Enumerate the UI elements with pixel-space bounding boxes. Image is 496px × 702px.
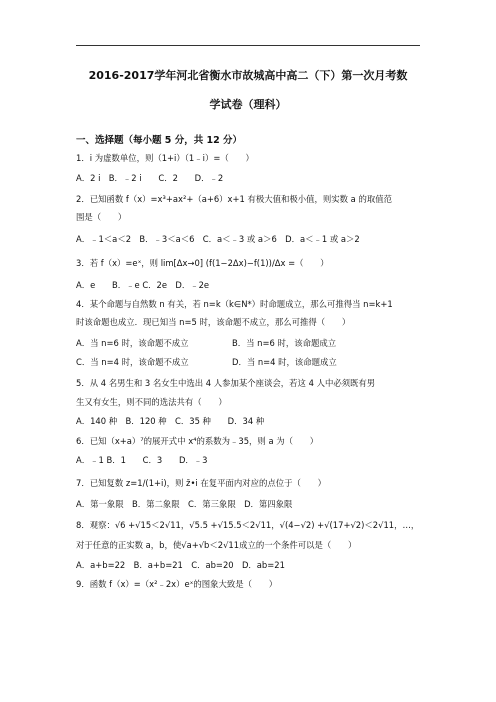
question-5-line-1: 5．从 4 名男生和 3 名女生中选出 4 人参加某个座谈会，若这 4 人中必须既有男: [76, 378, 376, 388]
question-2-line-1: 2．已知函数 f（x）=x³+ax²+（a+6）x+1 有极大值和极小值，则实数 a 的取值范: [76, 194, 392, 204]
question-6: 6．已知（x+a）⁷的展开式中 x⁴的系数为﹣35，则 a 为（ ）: [76, 436, 319, 446]
header-rule: [76, 45, 420, 46]
question-3-options: A．e B．﹣e C．2e D．﹣2e: [76, 280, 210, 290]
question-9: 9．函数 f（x）=（x²﹣2x）eˣ的图象大致是（ ）: [76, 579, 278, 589]
section-heading: 一、选择题（每小题 5 分，共 12 分）: [76, 135, 243, 146]
question-6-options: A．﹣1 B．1 C．3 D．﹣3: [76, 455, 208, 465]
question-3: 3．若 f（x）=eˣ，则 lim[Δx→0] (f(1−2Δx)−f(1))/Δx =（ ）: [76, 258, 329, 268]
question-4-line-1: 4．某个命题与自然数 n 有关，若 n=k（k∈N*）时命题成立，那么可推得当 n=k+1: [76, 299, 393, 309]
question-2-line-2: 围是（ ）: [76, 212, 127, 222]
question-1: 1．i 为虚数单位，则（1+i）（1﹣i）=（ ）: [76, 153, 254, 163]
question-4-option-d: D．当 n=4 时，该命题成立: [232, 357, 337, 367]
question-1-options: A．2 i B．﹣2 i C．2 D．﹣2: [76, 173, 224, 183]
exam-title: [40, 61, 456, 119]
question-4-option-c: C．当 n=4 时，该命题不成立: [76, 357, 189, 367]
question-2-options: A．﹣1＜a＜2 B．﹣3＜a＜6 C．a＜﹣3 或 a＞6 D．a＜﹣1 或 a＞2: [76, 234, 360, 244]
question-8-line-1: 8．观察：√6 +√15＜2√11，√5.5 +√15.5＜2√11，√(4−√2) +√(17+√2)＜2√11，…，: [76, 520, 420, 530]
question-5-line-2: 生又有女生，则不同的选法共有（ ）: [76, 397, 227, 407]
question-8-options: A．a+b=22 B．a+b=21 C．ab=20 D．ab=21: [76, 560, 285, 570]
question-8-line-2: 对于任意的正实数 a，b，使√a+√b＜2√11成立的一个条件可以是（ ）: [76, 540, 357, 550]
question-4-line-2: 时该命题也成立．现已知当 n=5 时，该命题不成立，那么可推得（ ）: [76, 317, 351, 327]
question-7-options: A．第一象限 B．第二象限 C．第三象限 D．第四象限: [76, 499, 293, 509]
title-line-1: 2016-2017学年河北省衡水市故城高中高二（下）第一次月考数: [88, 69, 408, 82]
question-5-options: A．140 种 B．120 种 C．35 种 D．34 种: [76, 416, 265, 426]
question-4-option-b: B．当 n=6 时，该命题成立: [232, 338, 337, 348]
question-4-option-a: A．当 n=6 时，该命题不成立: [76, 338, 189, 348]
title-line-2: 学试卷（理科）: [209, 98, 287, 111]
question-7: 7．已知复数 z=1/(1+i)，则 z̄•i 在复平面内对应的点位于（ ）: [76, 478, 326, 488]
